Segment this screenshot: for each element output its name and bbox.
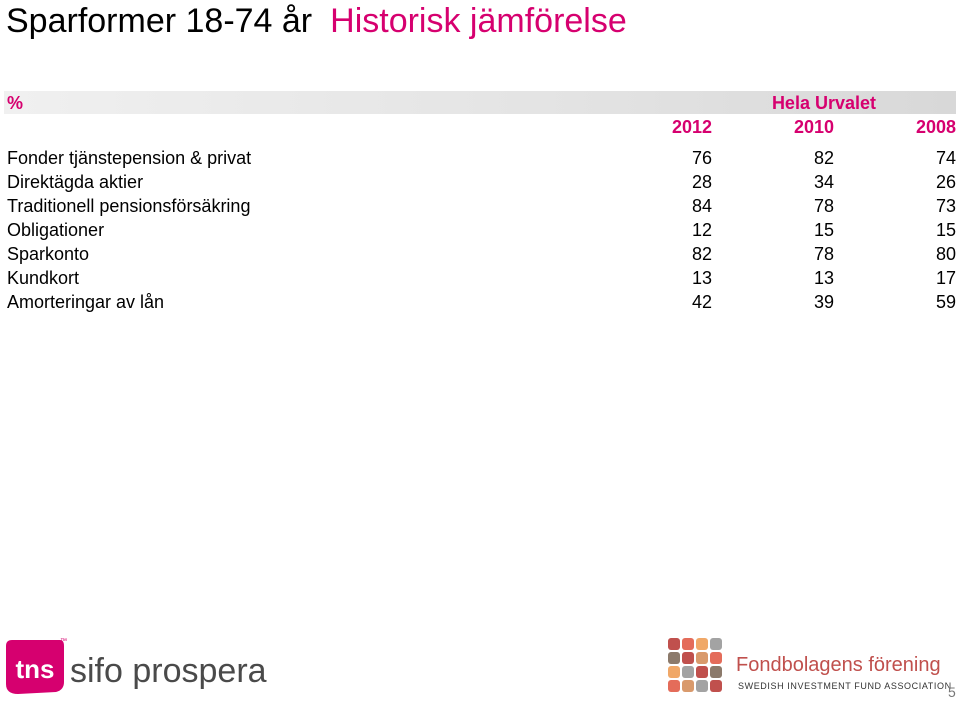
row-label: Obligationer (7, 220, 105, 240)
title-sub: Historisk jämförelse (330, 2, 627, 40)
table-cell: 34 (813, 172, 834, 192)
fondbolagens-name: Fondbolagens förening (736, 654, 941, 676)
table-cell: 74 (935, 148, 956, 168)
row-label: Sparkonto (7, 244, 90, 264)
table-cell: 17 (935, 268, 956, 288)
page-title (6, 0, 627, 42)
svg-text:tns: tns (15, 654, 55, 684)
table-cell: 15 (813, 220, 834, 240)
table-cell: 26 (935, 172, 956, 192)
tns-logo (4, 638, 66, 696)
row-label: Traditionell pensionsförsäkring (7, 196, 251, 216)
fondbolagens-subtitle: SWEDISH INVESTMENT FUND ASSOCIATION (738, 681, 952, 691)
table-cell: 78 (813, 244, 834, 264)
year-header-2010: 2010 (793, 117, 834, 137)
tns-trademark: ™ (60, 638, 67, 645)
year-header-2012: 2012 (671, 117, 712, 137)
table-cell: 82 (691, 244, 712, 264)
row-label: Kundkort (7, 268, 80, 288)
table-cell: 12 (691, 220, 712, 240)
row-label: Direktägda aktier (7, 172, 144, 192)
group-label: Hela Urvalet (771, 93, 876, 113)
table-cell: 39 (813, 292, 834, 312)
sifo-prospera-wordmark: sifo prospera (70, 652, 267, 690)
year-header-2008: 2008 (915, 117, 956, 137)
table-cell: 13 (691, 268, 712, 288)
row-label: Amorteringar av lån (7, 292, 165, 312)
unit-label: % (7, 93, 24, 113)
table-cell: 28 (691, 172, 712, 192)
table-cell: 73 (935, 196, 956, 216)
table-cell: 59 (935, 292, 956, 312)
table-cell: 13 (813, 268, 834, 288)
fondbolagens-logo-icon (666, 636, 726, 696)
row-label: Fonder tjänstepension & privat (7, 148, 252, 168)
table-cell: 84 (691, 196, 712, 216)
table-cell: 82 (813, 148, 834, 168)
table-cell: 15 (935, 220, 956, 240)
table-cell: 78 (813, 196, 834, 216)
page-number: 5 (948, 684, 956, 700)
table-cell: 76 (691, 148, 712, 168)
table-cell: 42 (691, 292, 712, 312)
table-cell: 80 (935, 244, 956, 264)
title-main: Sparformer 18-74 år (6, 2, 313, 40)
